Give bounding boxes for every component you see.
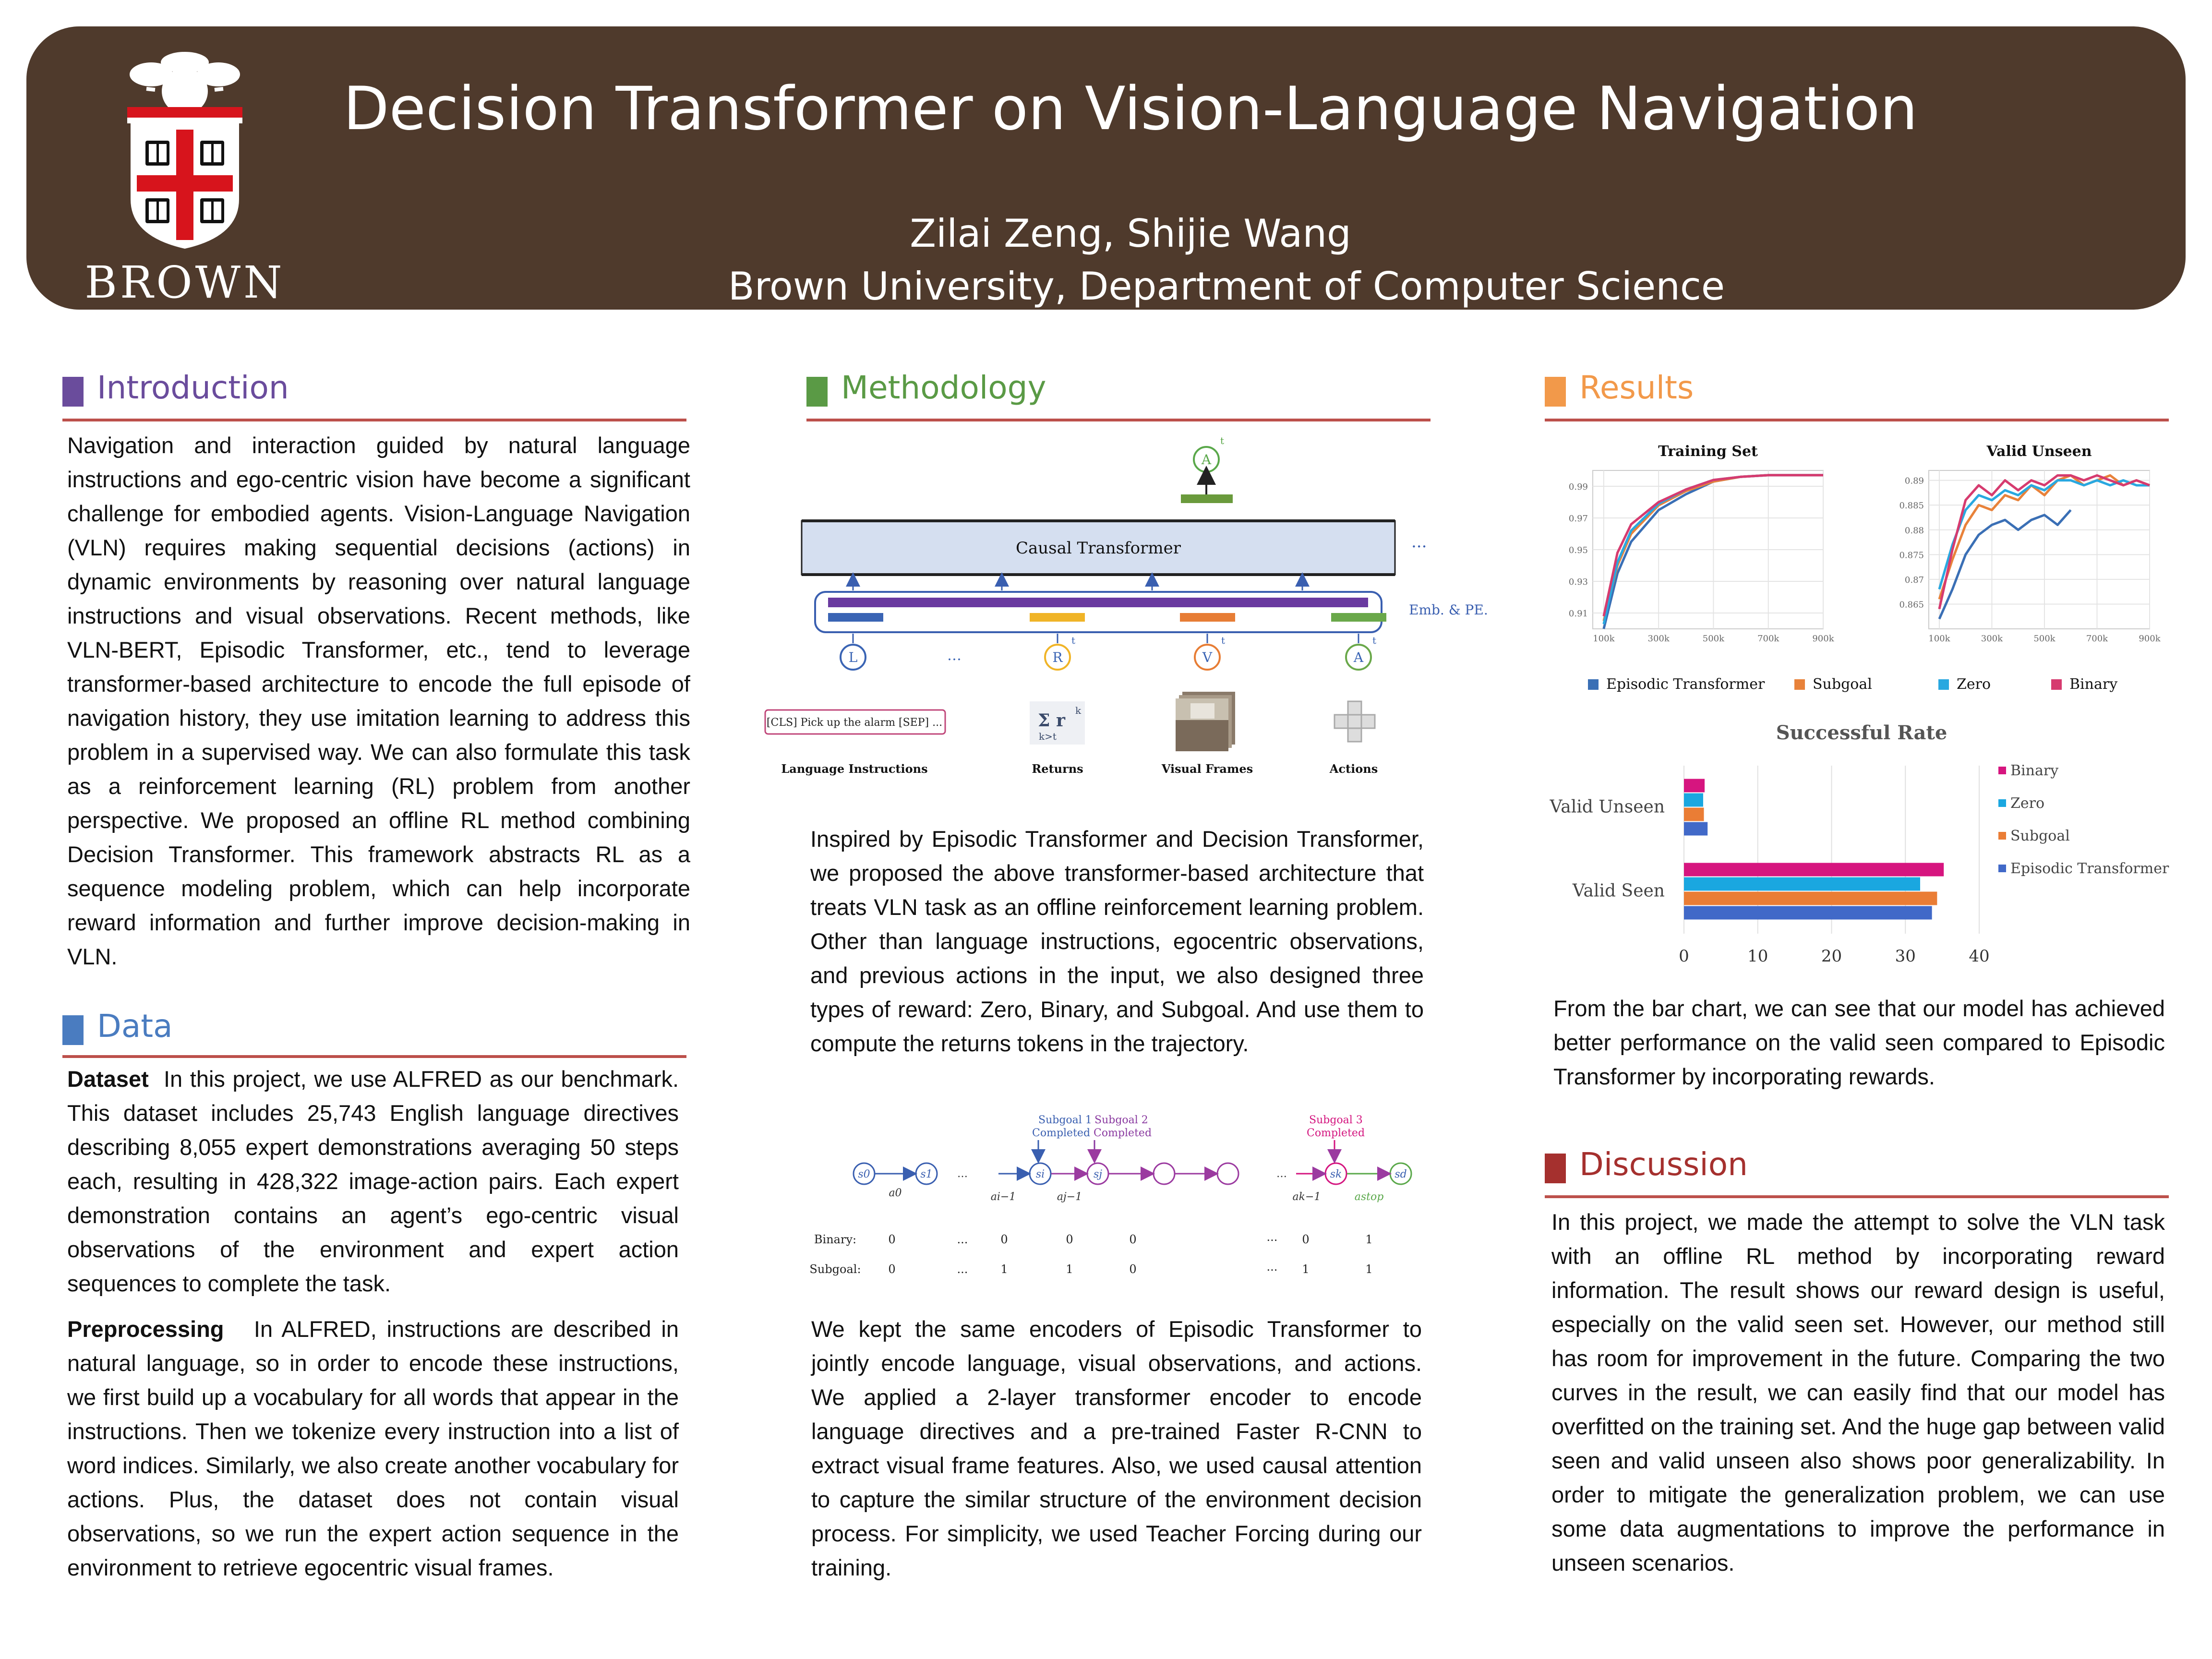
action-ai-1: ai−1 bbox=[990, 1191, 1016, 1203]
category-label: Valid Seen bbox=[1572, 881, 1665, 901]
logo-wordmark: BROWN bbox=[84, 257, 285, 308]
binary-val: 0 bbox=[1066, 1233, 1073, 1246]
y-tick-label: 0.97 bbox=[1568, 514, 1588, 524]
bar bbox=[1684, 906, 1932, 920]
x-tick-label: 0 bbox=[1679, 947, 1689, 966]
line-chart-title: Valid Unseen bbox=[1986, 443, 2092, 460]
dataset-paragraph bbox=[67, 1062, 679, 1300]
label-language-instructions: Language Instructions bbox=[781, 762, 928, 776]
intro-text: Navigation and interaction guided by natural language instructions and ego-centric vision have become a significant challenge for embodied agents. Vision-Language Navigation (VLN) requires making sequential decisions (actions) in dynamic environments by reasoning over natural language instructions and visual observations. Recent methods, like VLN-BERT, Episodic Transformer, etc., tend to leverage transformer-based architecture to encode the full episode of navigation history, they use imitation learning to address this problem in a supervised way. We can also formulate this task as a reinforcement learning (RL) problem from another perspective. We proposed an offline RL method combining Decision Transformer. This framework abstracts RL as a sequence modeling problem, which can help incorporate reward information and further improve decision-making in VLN. bbox=[67, 433, 690, 969]
binary-val: 0 bbox=[888, 1233, 896, 1246]
legend-label: Zero bbox=[1957, 676, 1991, 693]
poster-affiliation: Brown University, Department of Computer Science bbox=[728, 264, 1725, 309]
y-tick-label: 0.99 bbox=[1568, 482, 1588, 492]
legend-label: Subgoal bbox=[1813, 676, 1872, 693]
subgoal-row-label: Subgoal: bbox=[809, 1262, 861, 1276]
state-s1: s1 bbox=[920, 1168, 933, 1180]
method-heading: Methodology bbox=[806, 372, 1431, 410]
embedding-label: Emb. & PE. bbox=[1409, 602, 1488, 618]
subgoal3-label: Subgoal 3 bbox=[1309, 1114, 1363, 1126]
bar bbox=[1684, 822, 1707, 836]
svg-text:…: … bbox=[957, 1168, 968, 1180]
poster-header bbox=[26, 26, 2186, 310]
line-charts bbox=[1545, 430, 2178, 708]
bar-chart-title: Successful Rate bbox=[1776, 721, 1948, 744]
legend-swatch bbox=[1998, 832, 2006, 840]
bar bbox=[1684, 892, 1937, 905]
x-tick-label: 30 bbox=[1895, 947, 1916, 966]
returns-t: t bbox=[1071, 635, 1076, 646]
legend-label: Zero bbox=[2010, 795, 2045, 812]
successful-rate-chart bbox=[1545, 710, 2178, 989]
architecture-diagram bbox=[758, 430, 1507, 785]
state-sj: sj bbox=[1093, 1168, 1103, 1180]
x-tick-label: 900k bbox=[2139, 634, 2161, 644]
method-divider bbox=[806, 419, 1431, 421]
subgoal-val: 1 bbox=[1000, 1262, 1008, 1276]
node-returns: R bbox=[1052, 649, 1063, 665]
bar bbox=[1684, 793, 1703, 807]
returns-k: k bbox=[1075, 705, 1082, 716]
data-heading: Data bbox=[62, 1010, 686, 1049]
legend-label: Subgoal bbox=[2010, 828, 2070, 844]
x-tick-label: 100k bbox=[1593, 634, 1615, 644]
subgoal-val: 0 bbox=[888, 1262, 896, 1276]
output-ellipsis: ... bbox=[1411, 532, 1427, 552]
discussion-heading: Discussion bbox=[1545, 1149, 2169, 1187]
svg-text:…: … bbox=[947, 647, 962, 664]
subgoal3-completed: Completed bbox=[1307, 1127, 1365, 1139]
x-tick-label: 300k bbox=[1981, 634, 2003, 644]
subgoal1-label: Subgoal 1 bbox=[1038, 1114, 1092, 1126]
x-tick-label: 40 bbox=[1969, 947, 1990, 966]
action-ak-1: ak−1 bbox=[1292, 1191, 1321, 1203]
bar bbox=[1684, 779, 1705, 793]
x-tick-label: 700k bbox=[2086, 634, 2108, 644]
bar bbox=[1684, 808, 1704, 821]
cls-instruction: [CLS] Pick up the alarm [SEP] ... bbox=[766, 717, 943, 729]
legend-swatch bbox=[1998, 799, 2006, 807]
intro-heading: Introduction bbox=[62, 372, 686, 410]
visual-t: t bbox=[1221, 635, 1226, 646]
subgoal-val: 1 bbox=[1365, 1262, 1373, 1276]
intro-divider bbox=[62, 419, 686, 421]
poster-authors: Zilai Zeng, Shijie Wang bbox=[910, 211, 1351, 256]
subgoal-val: 1 bbox=[1302, 1262, 1310, 1276]
y-tick-label: 0.95 bbox=[1568, 545, 1588, 555]
poster-title: Decision Transformer on Vision-Language Navigation bbox=[343, 74, 1918, 144]
causal-transformer-label: Causal Transformer bbox=[1015, 539, 1181, 558]
action-astop: astop bbox=[1354, 1191, 1384, 1203]
returns-sub: k>t bbox=[1039, 731, 1057, 742]
preprocessing-label: Preprocessing bbox=[67, 1316, 224, 1342]
method-text-2: We kept the same encoders of Episodic Transformer to jointly encode language, visual observations, and actions. We applied a 2-layer transformer encoder to encode language directives and a pre-trained Faster R-CNN to extract visual frame features. Also, we used causal attention to capture the similar structure of the environment decision process. For simplicity, we used Teacher Forcing during our training. bbox=[811, 1316, 1422, 1580]
output-node-label: A bbox=[1201, 452, 1212, 468]
plot-area bbox=[1929, 470, 2150, 629]
visual-frames-icon bbox=[1176, 692, 1235, 751]
state-s0: s0 bbox=[858, 1168, 870, 1180]
node-visual: V bbox=[1202, 649, 1213, 665]
actions-icon bbox=[1334, 701, 1375, 742]
label-returns: Returns bbox=[1032, 762, 1083, 776]
legend-swatch bbox=[1588, 679, 1599, 690]
dataset-label: Dataset bbox=[67, 1066, 149, 1092]
subgoal-val: 0 bbox=[1129, 1262, 1137, 1276]
results-text: From the bar chart, we can see that our model has achieved better performance on the valid seen compared to Episodic Transformer by incorporating rewards. bbox=[1553, 996, 2165, 1089]
subgoal1-completed: Completed bbox=[1032, 1127, 1091, 1139]
results-divider bbox=[1545, 419, 2169, 421]
results-heading: Results bbox=[1545, 372, 2169, 410]
action-a0: a0 bbox=[889, 1187, 902, 1199]
x-tick-label: 20 bbox=[1821, 947, 1842, 966]
dataset-text: In this project, we use ALFRED as our benchmark. This dataset includes 25,743 English language directives describing 8,055 expert demonstrations averaging 50 steps each, resulting in 428,322 image-action pairs. Each expert demonstration contains an agent’s ego-centric visual observations of the environment and expert action sequences to complete the task. bbox=[67, 1066, 679, 1296]
state-sk: sk bbox=[1330, 1168, 1342, 1180]
node-action: A bbox=[1353, 649, 1364, 665]
x-tick-label: 900k bbox=[1812, 634, 1834, 644]
y-tick-label: 0.875 bbox=[1899, 550, 1924, 561]
line-chart-title: Training Set bbox=[1658, 443, 1758, 460]
category-label: Valid Unseen bbox=[1550, 797, 1665, 817]
method-text-1: Inspired by Episodic Transformer and Decision Transformer, we proposed the above transformer-based architecture that treats VLN task as an offline reinforcement learning problem. Other than language instructions, egocentric observations, and previous actions in the input, we also designed three types of reward: Zero, Binary, and Subgoal. And use them to compute the returns tokens in the trajectory. bbox=[810, 826, 1424, 1056]
preprocessing-paragraph bbox=[67, 1312, 679, 1585]
output-t: t bbox=[1220, 435, 1225, 446]
binary-val: ... bbox=[957, 1233, 968, 1246]
legend-swatch bbox=[1998, 865, 2006, 872]
x-tick-label: 100k bbox=[1928, 634, 1950, 644]
x-tick-label: 300k bbox=[1647, 634, 1670, 644]
svg-text:…: … bbox=[1276, 1168, 1287, 1180]
action-t: t bbox=[1372, 635, 1377, 646]
action-aj-1: aj−1 bbox=[1057, 1191, 1082, 1203]
y-tick-label: 0.87 bbox=[1904, 575, 1924, 585]
reward-trajectory-diagram bbox=[806, 1109, 1435, 1282]
y-tick-label: 0.91 bbox=[1568, 609, 1588, 619]
label-actions: Actions bbox=[1329, 762, 1378, 776]
data-divider bbox=[62, 1055, 686, 1058]
discussion-divider bbox=[1545, 1195, 2169, 1198]
bar bbox=[1684, 878, 1920, 891]
x-tick-label: 500k bbox=[1702, 634, 1725, 644]
binary-val: 0 bbox=[1302, 1233, 1310, 1246]
binary-val: ... bbox=[1266, 1230, 1278, 1244]
y-tick-label: 0.88 bbox=[1904, 525, 1924, 536]
binary-val: 0 bbox=[1129, 1233, 1137, 1246]
returns-sigma: Σ r bbox=[1038, 710, 1065, 731]
bar bbox=[1684, 863, 1944, 877]
preprocessing-text: In ALFRED, instructions are described in natural language, so in order to encode these instructions, we first build up a vocabulary for all words that appear in the instructions. Then we tokenize every instruction into a list of word indices. Similarly, we also create another vocabulary for actions. Plus, the dataset does not contain visual observations, so we run the expert action sequence in the environment to retrieve egocentric visual frames. bbox=[67, 1316, 679, 1580]
y-tick-label: 0.885 bbox=[1899, 501, 1924, 511]
discussion-text: In this project, we made the attempt to solve the VLN task with an offline RL method by incorporating reward information. The result shows our reward design is useful, especially on the valid seen set. However, our method still has room for improvement in the future. Comparing the two curves in the result, we can easily find that our model has overfitted on the training set. And the huge gap between valid seen and valid unseen also shows poor generalizability. In order to mitigate the generalization problem, we can use some data augmentations to improve the performance in unseen scenarios. bbox=[1551, 1209, 2165, 1575]
binary-val: 0 bbox=[1000, 1233, 1008, 1246]
subgoal2-label: Subgoal 2 bbox=[1094, 1114, 1148, 1126]
x-tick-label: 700k bbox=[1757, 634, 1779, 644]
legend-swatch bbox=[1938, 679, 1949, 690]
node-language: L bbox=[848, 649, 858, 665]
x-tick-label: 500k bbox=[2033, 634, 2056, 644]
binary-val: 1 bbox=[1365, 1233, 1373, 1246]
subgoal-val: ... bbox=[1266, 1260, 1278, 1274]
binary-row-label: Binary: bbox=[814, 1233, 857, 1246]
subgoal2-completed: Completed bbox=[1094, 1127, 1152, 1139]
subgoal-val: 1 bbox=[1066, 1262, 1073, 1276]
y-tick-label: 0.865 bbox=[1899, 600, 1924, 610]
legend-swatch bbox=[1998, 767, 2006, 774]
legend-label: Episodic Transformer bbox=[2010, 860, 2169, 877]
state-si: si bbox=[1035, 1168, 1045, 1180]
legend-label: Episodic Transformer bbox=[1606, 676, 1765, 693]
y-tick-label: 0.89 bbox=[1904, 476, 1924, 486]
x-tick-label: 10 bbox=[1747, 947, 1768, 966]
state-sd: sd bbox=[1395, 1168, 1407, 1180]
subgoal-val: ... bbox=[957, 1262, 968, 1276]
label-visual-frames: Visual Frames bbox=[1161, 762, 1253, 776]
legend-label: Binary bbox=[2069, 676, 2118, 693]
legend-swatch bbox=[2051, 679, 2062, 690]
legend-label: Binary bbox=[2010, 762, 2059, 779]
y-tick-label: 0.93 bbox=[1568, 577, 1588, 587]
legend-swatch bbox=[1794, 679, 1805, 690]
